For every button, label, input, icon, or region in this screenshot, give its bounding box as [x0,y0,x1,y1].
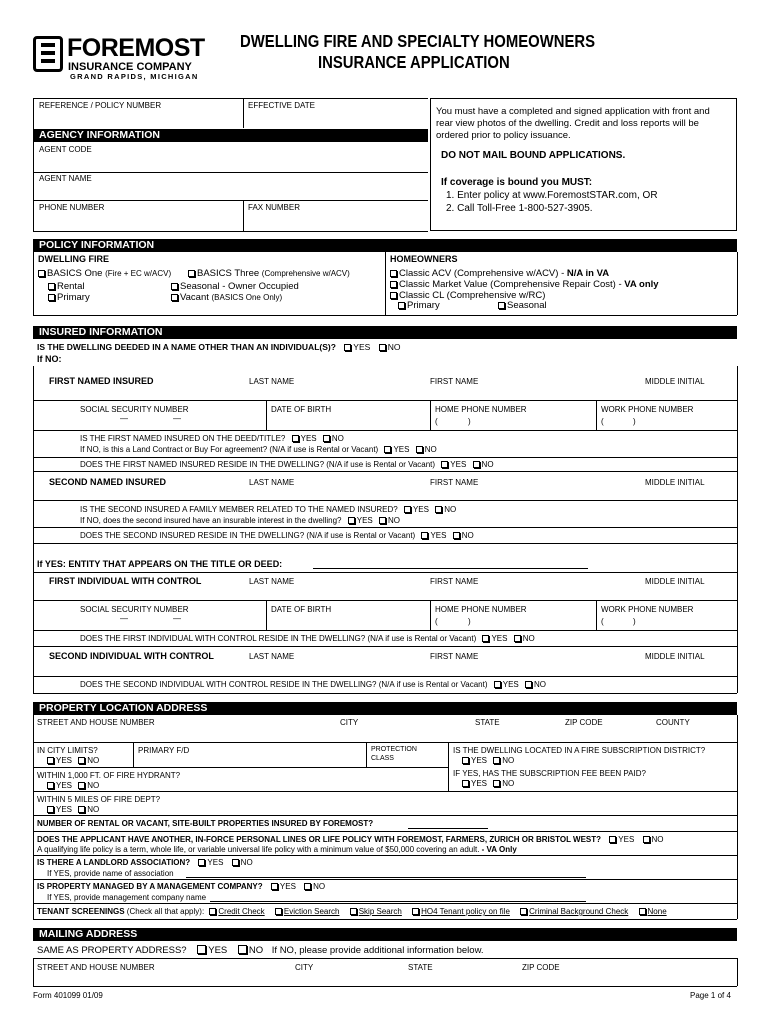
logo-sub: INSURANCE COMPANY [68,61,192,73]
insured-header: INSURED INFORMATION [33,326,737,339]
class-label: CLASS [371,755,394,762]
entity-title-line[interactable] [313,568,588,569]
fax-label: FAX NUMBER [248,203,301,212]
classic-mv-option[interactable]: Classic Market Value (Comprehensive Repair Cost) - VA only [390,279,659,290]
checkbox-icon[interactable] [643,836,650,843]
checkbox-icon[interactable] [78,806,85,813]
ssn-dash: — [173,414,181,423]
zip-label: ZIP CODE [565,718,603,727]
mailing-header: MAILING ADDRESS [33,928,737,941]
qualifying-note: A qualifying life policy is a term, whole life, or variable universal life policy with a minimum value of $50,000 covering an adult. - VA Only [37,845,517,854]
checkbox-icon[interactable] [493,757,500,764]
fire-dept-options: YES NO [47,805,99,814]
protection-label: PROTECTION [371,746,417,753]
ho-seasonal-option[interactable]: Seasonal [498,300,547,311]
mgmt-name-line[interactable] [210,901,586,902]
phone-label: PHONE NUMBER [39,203,105,212]
checkbox-icon [48,294,55,301]
notice-step1: 1. Enter policy at www.ForemostSTAR.com, OR [446,190,658,201]
basics-one-option[interactable]: BASICS One (Fire + EC w/ACV) [38,268,171,279]
other-policy-question: DOES THE APPLICANT HAVE ANOTHER, IN-FORCE PERSONAL LINES OR LIFE POLICY WITH FOREMOST, FARMERS, ZURICH OR BRISTOL WEST? YES NO [37,835,664,844]
checkbox-icon[interactable] [412,908,419,915]
checkbox-icon [398,302,405,309]
ho-primary-option[interactable]: Primary [398,300,440,311]
fee-paid-label: IF YES, HAS THE SUBSCRIPTION FEE BEEN PAID? [453,769,646,778]
first-control-label: FIRST INDIVIDUAL WITH CONTROL [49,576,202,586]
property-header: PROPERTY LOCATION ADDRESS [33,702,737,715]
checkbox-icon[interactable] [47,806,54,813]
first-name-label: FIRST NAME [430,478,479,487]
dwelling-fire-label: DWELLING FIRE [38,254,109,264]
page-number: Page 1 of 4 [690,991,731,1000]
subscription-options: YES NO [462,756,514,765]
basics-three-option[interactable]: BASICS Three (Comprehensive w/ACV) [188,268,350,279]
deeded-question: IS THE DWELLING DEEDED IN A NAME OTHER THAN AN INDIVIDUAL(S)? YES NO [37,342,401,352]
checkbox-icon[interactable] [525,681,532,688]
ssn-dash: — [120,414,128,423]
hydrant-options: YES NO [47,781,99,790]
checkbox-icon[interactable] [198,859,205,866]
notice-step2: 2. Call Toll-Free 1-800-527-3905. [446,203,593,214]
landlord-name-line[interactable] [186,877,586,878]
checkbox-icon[interactable] [384,446,391,453]
dob-label: DATE OF BIRTH [271,605,332,614]
paren: ) [633,617,636,626]
middle-initial-label: MIDDLE INITIAL [645,478,705,487]
state-label: STATE [475,718,500,727]
checkbox-icon[interactable] [416,446,423,453]
dob-label: DATE OF BIRTH [271,405,332,414]
checkbox-icon[interactable] [609,836,616,843]
last-name-label: LAST NAME [249,652,295,661]
checkbox-icon [48,283,55,290]
ssn-label: SOCIAL SECURITY NUMBER [80,605,189,614]
second-control-label: SECOND INDIVIDUAL WITH CONTROL [49,651,214,661]
primary-fd-label: PRIMARY F/D [138,746,190,755]
form-number: Form 401099 01/09 [33,991,103,1000]
checkbox-icon[interactable] [404,506,411,513]
mail-city-label: CITY [295,963,314,972]
paren: ( [601,417,604,426]
last-name-label: LAST NAME [249,377,295,386]
interest-question: If NO, does the second insured have an insurable interest in the dwelling? YES NO [80,516,400,525]
street-label: STREET AND HOUSE NUMBER [37,718,155,727]
last-name-label: LAST NAME [249,478,295,487]
checkbox-icon[interactable] [453,532,460,539]
checkbox-icon [498,302,505,309]
checkbox-icon[interactable] [482,635,489,642]
home-phone-label: HOME PHONE NUMBER [435,605,527,614]
checkbox-icon[interactable] [197,945,206,954]
title-line1: DWELLING FIRE AND SPECIALTY HOMEOWNERS [240,31,596,51]
checkbox-icon [171,283,178,290]
work-phone-label: WORK PHONE NUMBER [601,605,694,614]
checkbox-icon[interactable] [473,461,480,468]
fee-paid-options: YES NO [462,779,514,788]
checkbox-icon[interactable] [232,859,239,866]
homeowners-label: HOMEOWNERS [390,254,458,264]
checkbox-icon[interactable] [462,780,469,787]
checkbox-icon[interactable] [379,517,386,524]
mgmt-name-label: If YES, provide management company name [47,893,207,902]
notice-must: If coverage is bound you MUST: [441,177,593,188]
agent-code-label: AGENT CODE [39,145,92,154]
notice-line1: You must have a completed and signed application with front and [436,106,710,117]
entity-title-label: If YES: ENTITY THAT APPEARS ON THE TITLE OR DEED: [37,559,283,569]
logo-emblem-icon [33,36,63,72]
checkbox-icon [390,270,397,277]
related-question: IS THE SECOND INSURED A FAMILY MEMBER RELATED TO THE NAMED INSURED? YES NO [80,505,457,514]
reside1-question: DOES THE FIRST NAMED INSURED RESIDE IN THE DWELLING? (N/A if use is Rental or Vacant) YES NO [80,460,494,469]
checkbox-icon[interactable] [209,908,216,915]
if-no-label: If NO: [37,354,62,364]
checkbox-icon[interactable] [323,435,330,442]
rental-option[interactable]: Rental [48,281,84,292]
middle-initial-label: MIDDLE INITIAL [645,652,705,661]
mail-state-label: STATE [408,963,433,972]
num-rental-line[interactable] [408,828,488,829]
ssn-label: SOCIAL SECURITY NUMBER [80,405,189,414]
classic-cl-option[interactable]: Classic CL (Comprehensive w/RC) [390,290,545,301]
checkbox-icon[interactable] [78,782,85,789]
checkbox-icon[interactable] [421,532,428,539]
checkbox-icon [38,270,45,277]
first-name-label: FIRST NAME [430,377,479,386]
checkbox-icon[interactable] [520,908,527,915]
hydrant-label: WITHIN 1,000 FT. OF FIRE HYDRANT? [37,771,181,780]
middle-initial-label: MIDDLE INITIAL [645,377,705,386]
eff-label: EFFECTIVE DATE [248,101,315,110]
county-label: COUNTY [656,718,690,727]
landlord-name-label: If YES, provide name of association [47,869,174,878]
reside3-question: DOES THE FIRST INDIVIDUAL WITH CONTROL RESIDE IN THE DWELLING? (N/A if use is Rental or Vacant) YES NO [80,634,535,643]
agency-header: AGENCY INFORMATION [33,129,428,142]
subscription-label: IS THE DWELLING LOCATED IN A FIRE SUBSCRIPTION DISTRICT? [453,746,706,755]
paren: ( [435,617,438,626]
in-city-options: YES NO [47,756,99,765]
fire-dept-label: WITHIN 5 MILES OF FIRE DEPT? [37,795,161,804]
agent-name-label: AGENT NAME [39,174,92,183]
logo-city: GRAND RAPIDS, MICHIGAN [70,72,199,81]
classic-acv-option[interactable]: Classic ACV (Comprehensive w/ACV) - N/A in VA [390,268,609,279]
seasonal-owner-option[interactable]: Seasonal - Owner Occupied [171,281,299,292]
checkbox-icon[interactable] [348,517,355,524]
checkbox-icon[interactable] [441,461,448,468]
land-contract-question: If NO, is this a Land Contract or Buy For agreement? (N/A if use is Rental or Vacant) YES NO [80,445,437,454]
managed-question: IS PROPERTY MANAGED BY A MANAGEMENT COMPANY? YES NO [37,882,326,891]
last-name-label: LAST NAME [249,577,295,586]
title-line2: INSURANCE APPLICATION [318,52,510,72]
checkbox-icon[interactable] [238,945,247,954]
checkbox-icon[interactable] [514,635,521,642]
checkbox-icon[interactable] [275,908,282,915]
vacant-option[interactable]: Vacant (BASICS One Only) [171,292,282,303]
tenant-screenings-row: TENANT SCREENINGS (Check all that apply): Credit Check Eviction Search Skip Search HO4 Tenant policy on file Criminal Background Check None [37,907,667,916]
checkbox-icon[interactable] [78,757,85,764]
ssn-dash: — [120,614,128,623]
home-phone-label: HOME PHONE NUMBER [435,405,527,414]
landlord-question: IS THERE A LANDLORD ASSOCIATION? YES NO [37,858,253,867]
mail-street-label: STREET AND HOUSE NUMBER [37,963,155,972]
same-address-question: SAME AS PROPERTY ADDRESS? YES NO If NO, please provide additional information below. [37,945,484,956]
checkbox-icon[interactable] [292,435,299,442]
second-named-label: SECOND NAMED INSURED [49,477,167,487]
checkbox-icon[interactable] [47,782,54,789]
checkbox-icon[interactable] [47,757,54,764]
ref-label: REFERENCE / POLICY NUMBER [39,101,162,110]
first-name-label: FIRST NAME [430,577,479,586]
reside4-question: DOES THE SECOND INDIVIDUAL WITH CONTROL RESIDE IN THE DWELLING? (N/A if use is Rental or Vacant) YES NO [80,680,546,689]
deed-title-question: IS THE FIRST NAMED INSURED ON THE DEED/TITLE? YES NO [80,434,344,443]
checkbox-icon [171,294,178,301]
work-phone-label: WORK PHONE NUMBER [601,405,694,414]
middle-initial-label: MIDDLE INITIAL [645,577,705,586]
notice-line2: rear view photos of the dwelling. Credit and loss reports will be [436,118,699,129]
checkbox-icon [188,270,195,277]
checkbox-icon [390,281,397,288]
first-named-label: FIRST NAMED INSURED [49,376,154,386]
city-label: CITY [340,718,359,727]
checkbox-icon[interactable] [271,883,278,890]
primary-option[interactable]: Primary [48,292,90,303]
first-name-label: FIRST NAME [430,652,479,661]
checkbox-icon[interactable] [462,757,469,764]
checkbox-icon[interactable] [304,883,311,890]
in-city-label: IN CITY LIMITS? [37,746,98,755]
checkbox-icon[interactable] [344,344,351,351]
checkbox-icon[interactable] [639,908,646,915]
mail-zip-label: ZIP CODE [522,963,560,972]
policy-header: POLICY INFORMATION [33,239,737,252]
notice-line3: ordered prior to policy issuance. [436,130,571,141]
num-rental-label: NUMBER OF RENTAL OR VACANT, SITE-BUILT PROPERTIES INSURED BY FOREMOST? [37,819,374,828]
notice-warning: DO NOT MAIL BOUND APPLICATIONS. [441,150,626,161]
checkbox-icon[interactable] [379,344,386,351]
checkbox-icon[interactable] [494,681,501,688]
paren: ) [633,417,636,426]
checkbox-icon [390,292,397,299]
paren: ) [468,617,471,626]
ssn-dash: — [173,614,181,623]
paren: ( [601,617,604,626]
paren: ) [468,417,471,426]
logo-text: FOREMOST [67,34,205,62]
paren: ( [435,417,438,426]
checkbox-icon[interactable] [435,506,442,513]
checkbox-icon[interactable] [493,780,500,787]
reside2-question: DOES THE SECOND INSURED RESIDE IN THE DWELLING? (N/A if use is Rental or Vacant) YES NO [80,531,474,540]
checkbox-icon[interactable] [350,908,357,915]
